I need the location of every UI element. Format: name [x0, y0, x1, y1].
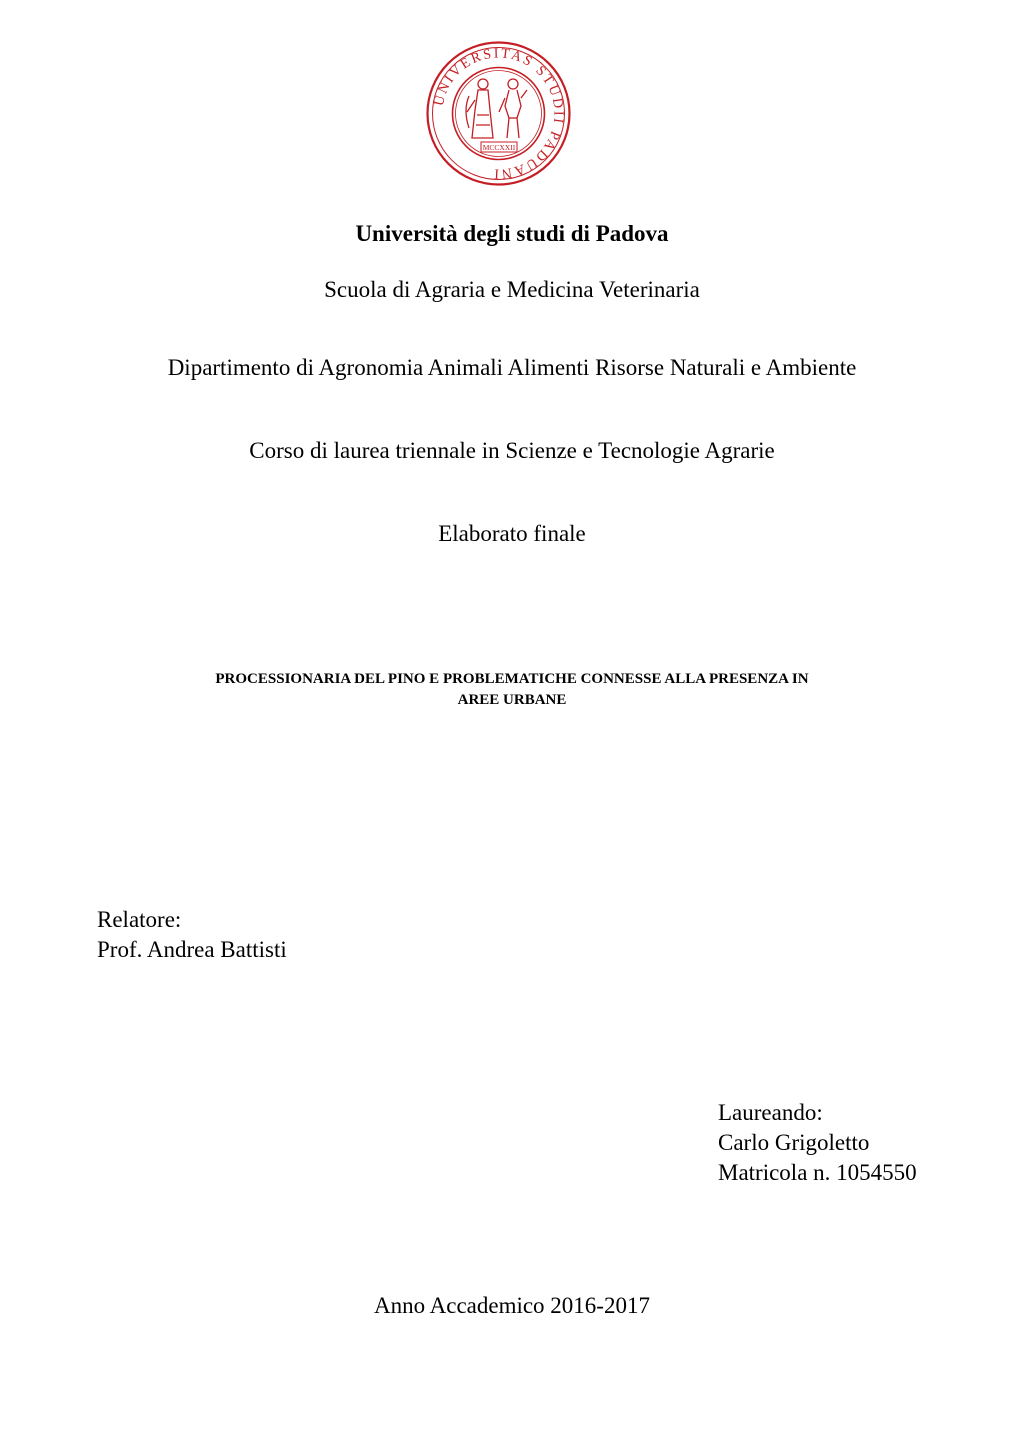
thesis-title-line1: PROCESSIONARIA DEL PINO E PROBLEMATICHE CONNESSE ALLA PRESENZA IN — [215, 671, 809, 687]
university-name: Università degli studi di Padova — [355, 221, 669, 246]
student-id: Matricola n. 1054550 — [718, 1160, 917, 1185]
student-label: Laureando: — [718, 1100, 823, 1125]
academic-year: Anno Accademico 2016-2017 — [374, 1293, 650, 1318]
seal-year: MCCXXII — [482, 143, 516, 152]
seal-graphic — [425, 40, 572, 187]
thesis-title-line2: AREE URBANE — [457, 692, 567, 708]
student-block — [718, 1098, 917, 1188]
document-type: Elaborato finale — [438, 521, 586, 546]
school-name: Scuola di Agraria e Medicina Veterinaria — [324, 277, 700, 302]
supervisor-name: Prof. Andrea Battisti — [97, 937, 287, 962]
seal-figure-right-icon — [499, 79, 527, 138]
seal-ring-text: UNIVERSITAS STUDII PADUANI — [431, 46, 566, 181]
supervisor-block — [97, 905, 287, 965]
department-name: Dipartimento di Agronomia Animali Alimenti Risorse Naturali e Ambiente — [167, 355, 857, 380]
university-seal — [425, 40, 572, 187]
course-name: Corso di laurea triennale in Scienze e Tecnologie Agrarie — [249, 438, 775, 463]
thesis-title — [80, 669, 944, 711]
student-name: Carlo Grigoletto — [718, 1130, 870, 1155]
supervisor-label: Relatore: — [97, 907, 182, 932]
seal-figure-left-icon — [466, 79, 493, 138]
